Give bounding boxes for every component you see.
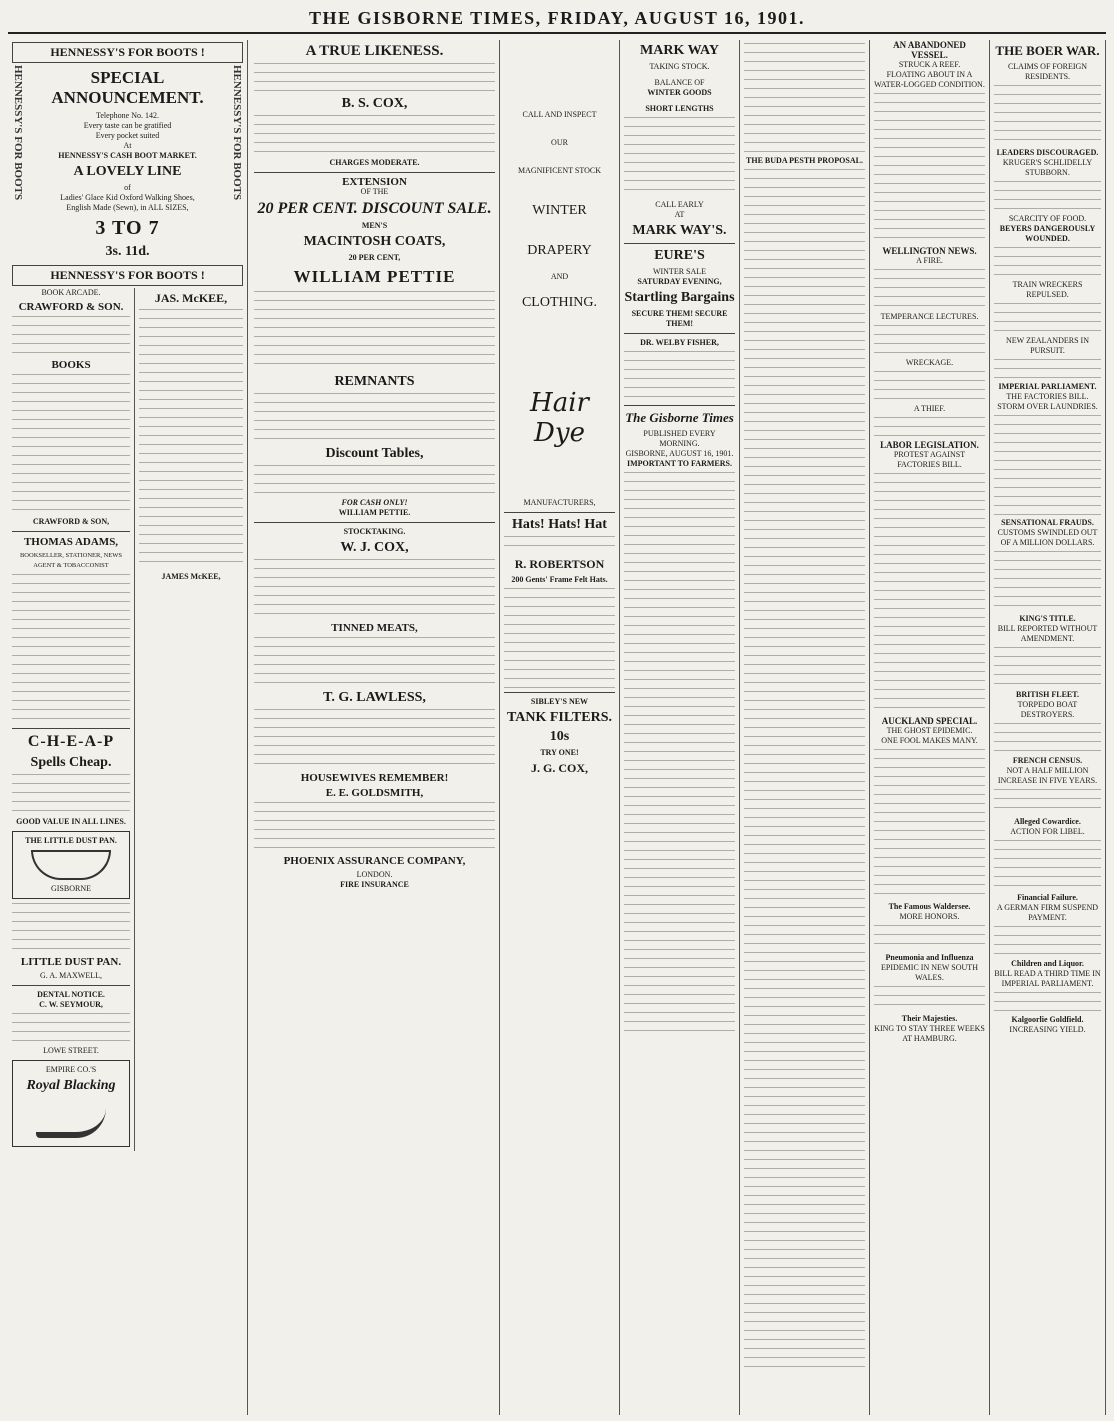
cash-only: FOR CASH ONLY! <box>341 498 408 507</box>
dr-text <box>624 351 735 401</box>
likeness-text <box>254 63 495 93</box>
of-the-label: OF THE <box>360 187 389 196</box>
tinned-meats: TINNED MEATS, <box>331 622 418 634</box>
drapery-label: DRAPERY <box>527 243 592 258</box>
seymour: C. W. SEYMOUR, <box>39 1000 103 1009</box>
kruger: KRUGER'S SCHLIDELLY STUBBORN. <box>1002 158 1093 177</box>
dr-welby: DR. WELBY FISHER, <box>640 338 719 347</box>
fleet-text <box>994 723 1101 753</box>
side-banner-right: HENNESSY'S FOR BOOTS <box>231 65 243 201</box>
beyers-wounded: BEYERS DANGEROUSLY WOUNDED. <box>999 224 1096 243</box>
sensational-frauds: SENSATIONAL FRAUDS. <box>1001 518 1094 527</box>
financial-failure: Financial Failure. <box>1017 893 1078 902</box>
buda-pesth: THE BUDA PESTH PROPOSAL. <box>746 156 863 165</box>
charges-moderate: CHARGES MODERATE. <box>329 158 420 167</box>
gisborne-times: The Gisborne Times <box>625 410 734 425</box>
dust-pan-sign: LITTLE DUST PAN. <box>20 956 122 968</box>
robertson-text <box>504 588 615 688</box>
english-desc: English Made (Sewn), in ALL SIZES, <box>66 203 189 212</box>
housewives-remember: HOUSEWIVES REMEMBER! <box>300 772 449 784</box>
secure-them: SECURE THEM! SECURE THEM! <box>631 309 728 328</box>
protest-factories: PROTEST AGAINST FACTORIES BILL. <box>893 450 966 469</box>
column-4b <box>740 40 870 1415</box>
adams-sub: BOOKSELLER, STATIONER, NEWS AGENT & TOBACCONIST <box>19 552 123 569</box>
dust-pan-title: THE LITTLE DUST PAN. <box>25 836 117 845</box>
at-markway: AT <box>674 210 685 219</box>
true-likeness: A TRUE LIKENESS. <box>305 43 444 59</box>
increasing-yield: INCREASING YIELD. <box>1009 1025 1086 1034</box>
one-fool: ONE FOOL MAKES MANY. <box>881 736 978 745</box>
libel-text <box>994 840 1101 890</box>
goldsmith-text <box>254 802 495 852</box>
discount-tables: Discount Tables, <box>325 446 424 461</box>
cheap-heading: C-H-E-A-P <box>27 733 115 750</box>
newspaper-title: THE GISBORNE TIMES, FRIDAY, AUGUST 16, 1901. <box>308 8 806 28</box>
remnants-text <box>254 393 495 443</box>
action-libel: ACTION FOR LIBEL. <box>1010 827 1085 836</box>
maxwell: G. A. MAXWELL, <box>40 971 102 980</box>
dust-pan-icon <box>31 850 111 880</box>
hats-sub: 200 Gents' Frame Felt Hats. <box>511 575 608 584</box>
call-early: CALL EARLY <box>655 200 704 209</box>
dental-notice: DENTAL NOTICE. <box>37 990 105 999</box>
column-4 <box>620 40 740 1415</box>
beyers-text <box>994 247 1101 277</box>
masthead <box>8 6 1106 34</box>
bs-cox: B. S. COX, <box>341 96 408 111</box>
jg-cox: J. G. COX, <box>531 761 588 775</box>
buda-text <box>744 169 865 1369</box>
startling-bargains: Startling Bargains <box>624 290 735 305</box>
spells-cheap: Spells Cheap. <box>30 755 112 770</box>
our-label: OUR <box>551 138 568 147</box>
epidemic-nsw: EPIDEMIC IN NEW SOUTH WALES. <box>881 963 978 982</box>
struck-reef: STRUCK A REEF. <box>898 60 961 69</box>
tinned-text <box>254 637 495 687</box>
lowe-street: LOWE STREET. <box>43 1046 99 1055</box>
stocktaking: STOCKTAKING. <box>343 527 406 536</box>
adams-heading: THOMAS ADAMS, <box>23 536 119 548</box>
tg-lawless: T. G. LAWLESS, <box>323 690 426 705</box>
dust-pan-text <box>12 903 130 953</box>
hats-text <box>504 536 615 554</box>
wj-cox: W. J. COX, <box>340 540 409 555</box>
storm-laundries: STORM OVER LAUNDRIES. <box>997 402 1098 411</box>
phoenix-assurance: PHOENIX ASSURANCE COMPANY, <box>283 855 466 867</box>
call-inspect: CALL AND INSPECT <box>522 110 597 119</box>
lovely-line: A LOVELY LINE <box>73 164 182 179</box>
crawford-text <box>12 316 130 356</box>
kruger-text <box>994 181 1101 211</box>
children-text <box>994 992 1101 1012</box>
remnants-heading: REMNANTS <box>334 374 415 389</box>
royal-blacking: Royal Blacking <box>26 1078 116 1093</box>
children-liquor: Children and Liquor. <box>1011 959 1084 968</box>
wjcox-text <box>254 559 495 619</box>
column-2 <box>250 40 500 1415</box>
boer-war: THE BOER WAR. <box>995 43 1100 58</box>
a-fire: A FIRE. <box>916 256 943 265</box>
kings-text <box>994 647 1101 687</box>
wellington-news: WELLINGTON NEWS. <box>882 246 977 256</box>
column-1 <box>8 40 248 1415</box>
discount-sale: 20 PER CENT. DISCOUNT SALE. <box>257 200 492 217</box>
thief-text <box>874 417 985 437</box>
r-robertson: R. ROBERTSON <box>514 557 605 571</box>
short-lengths: SHORT LENGTHS <box>645 104 714 113</box>
discount-text <box>254 465 495 495</box>
bill-third: BILL READ A THIRD TIME IN IMPERIAL PARLIAMENT. <box>994 969 1101 988</box>
arcade-label: BOOK ARCADE. <box>41 288 101 297</box>
winter-sale: WINTER SALE <box>652 267 707 276</box>
mckee-text <box>139 309 243 569</box>
torpedo-boats: TORPEDO BOAT DESTROYERS. <box>1017 700 1078 719</box>
cox-text <box>254 115 495 155</box>
books-heading: BOOKS <box>51 359 91 371</box>
customs-swindled: CUSTOMS SWINDLED OUT OF A MILLION DOLLARS. <box>997 528 1098 547</box>
german-text <box>994 926 1101 956</box>
pettie-text <box>254 291 495 371</box>
king-hamburg: KING TO STAY THREE WEEKS AT HAMBURG. <box>874 1024 985 1043</box>
frauds-text <box>994 551 1101 611</box>
dust-pan-town: GISBORNE <box>50 884 91 893</box>
shop-name: HENNESSY'S CASH BOOT MARKET. <box>58 151 197 160</box>
special-announcement: SPECIAL ANNOUNCEMENT. <box>51 68 204 107</box>
train-text <box>994 303 1101 333</box>
hair-dye: Hair Dye <box>530 388 589 448</box>
pneumonia-text <box>874 986 985 1011</box>
column-6 <box>990 40 1106 1415</box>
clothing-label: CLOTHING. <box>521 295 598 310</box>
and-label: AND <box>550 272 569 281</box>
sibleys-new: SIBLEY'S NEW <box>530 697 589 706</box>
price: 3s. 11d. <box>105 244 150 259</box>
fire-insurance: FIRE INSURANCE <box>340 880 409 889</box>
banner-top: HENNESSY'S FOR BOOTS ! <box>12 42 243 63</box>
alleged-cowardice: Alleged Cowardice. <box>1014 817 1081 826</box>
important-farmers: IMPORTANT TO FARMERS. <box>627 459 732 468</box>
adams-text <box>12 574 130 724</box>
scarcity-food: SCARCITY OF FOOD. <box>1008 214 1087 223</box>
imperial-parliament: IMPERIAL PARLIAMENT. <box>998 382 1097 391</box>
of-label: of <box>124 183 131 192</box>
magnificent-stock: MAGNIFICENT STOCK <box>517 166 602 175</box>
saturday-evening: SATURDAY EVENING, <box>637 277 722 286</box>
twenty-percent: 20 PER CENT, <box>348 253 401 262</box>
tagline-2: Every pocket suited <box>95 131 160 140</box>
nz-pursuit: NEW ZEALANDERS IN PURSUIT. <box>1006 336 1089 355</box>
temperance-text <box>874 325 985 355</box>
labor-text <box>874 473 985 713</box>
telephone: Telephone No. 142. <box>96 111 159 120</box>
ghost-epidemic: THE GHOST EPIDEMIC. <box>886 726 973 735</box>
claims-foreign: CLAIMS OF FOREIGN RESIDENTS. <box>1007 62 1088 81</box>
lawless-text <box>254 709 495 769</box>
fire-text <box>874 269 985 309</box>
william-pettie: WILLIAM PETTIE <box>293 267 456 286</box>
mark-ways: MARK WAY'S. <box>632 223 727 238</box>
winter-goods: WINTER GOODS <box>647 88 712 97</box>
markway-text <box>624 117 735 197</box>
factories-text <box>994 415 1101 515</box>
taking-stock: TAKING STOCK. <box>649 62 710 71</box>
kings-title: KING'S TITLE. <box>1019 614 1076 623</box>
waldersee-text <box>874 925 985 950</box>
goldsmith: E. E. GOLDSMITH, <box>325 787 424 799</box>
editorial-text <box>624 472 735 1032</box>
side-banner-left: HENNESSY'S FOR BOOTS <box>12 65 24 201</box>
macintosh-coats: MACINTOSH COATS, <box>303 234 446 249</box>
shoes-desc: Ladies' Glace Kid Oxford Walking Shoes, <box>60 193 195 202</box>
train-wreckers: TRAIN WRECKERS REPULSED. <box>1012 280 1083 299</box>
winter-label: WINTER <box>532 203 587 218</box>
temperance: TEMPERANCE LECTURES. <box>880 312 979 321</box>
editorial-continued <box>744 43 865 153</box>
cheap-text <box>12 774 130 814</box>
more-honors: MORE HONORS. <box>899 912 960 921</box>
thief: A THIEF. <box>913 404 946 413</box>
dental-text <box>12 1013 130 1043</box>
boot-icon <box>36 1098 106 1138</box>
labor-legislation: LABOR LEGISLATION. <box>880 440 979 450</box>
column-3 <box>500 40 620 1415</box>
abandoned-vessel: AN ABANDONED VESSEL. <box>893 40 966 60</box>
british-fleet: BRITISH FLEET. <box>1016 690 1079 699</box>
french-census: FRENCH CENSUS. <box>1012 756 1083 765</box>
pneumonia: Pneumonia and Influenza <box>885 953 974 962</box>
auckland-special: AUCKLAND SPECIAL. <box>881 716 978 726</box>
census-text <box>994 789 1101 814</box>
their-majesties: Their Majesties. <box>901 1014 958 1023</box>
published-morning: PUBLISHED EVERY MORNING. <box>643 429 716 448</box>
pettie-sign: WILLIAM PETTIE. <box>338 508 411 517</box>
crawford-heading: CRAWFORD & SON. <box>18 301 124 313</box>
ghost-text <box>874 749 985 899</box>
waldersee: The Famous Waldersee. <box>888 902 971 911</box>
leaders-discouraged: LEADERS DISCOURAGED. <box>996 148 1099 157</box>
tank-filters: TANK FILTERS. <box>506 710 613 725</box>
good-value: GOOD VALUE IN ALL LINES. <box>16 817 126 826</box>
not-half-million: NOT A HALF MILLION INCREASE IN FIVE YEARS. <box>997 766 1098 785</box>
mckee-heading: JAS. McKEE, <box>154 291 228 305</box>
at-label: At <box>123 141 132 150</box>
balance-of: BALANCE OF <box>654 78 705 87</box>
ten-shillings: 10s <box>549 729 570 744</box>
wreckage: WRECKAGE. <box>905 358 954 367</box>
extension-label: EXTENSION <box>342 176 407 188</box>
kalgoorlie: Kalgoorlie Goldfield. <box>1011 1015 1084 1024</box>
nz-text <box>994 359 1101 379</box>
banner-bottom: HENNESSY'S FOR BOOTS ! <box>12 265 243 286</box>
mckee-sign: JAMES McKEE, <box>161 572 221 581</box>
sizes: 3 TO 7 <box>95 217 160 239</box>
crawford-sign: CRAWFORD & SON, <box>32 517 110 526</box>
column-5 <box>870 40 990 1415</box>
mens-label: MEN'S <box>361 221 388 230</box>
floating: FLOATING ABOUT IN A WATER-LOGGED CONDITION. <box>874 70 985 89</box>
german-firm: A GERMAN FIRM SUSPEND PAYMENT. <box>996 903 1099 922</box>
vessel-text <box>874 93 985 243</box>
boer-text <box>994 85 1101 145</box>
mark-way: MARK WAY <box>640 43 719 58</box>
eures: EURE'S <box>654 248 705 263</box>
manufacturers: MANUFACTURERS, <box>523 498 596 507</box>
books-text <box>12 374 130 514</box>
london-label: LONDON. <box>356 870 393 879</box>
factories-bill: THE FACTORIES BILL. <box>1006 392 1089 401</box>
bill-reported: BILL REPORTED WITHOUT AMENDMENT. <box>997 624 1098 643</box>
paper-date: GISBORNE, AUGUST 16, 1901. <box>625 449 734 458</box>
wreckage-text <box>874 371 985 401</box>
hats-hats: Hats! Hats! Hat <box>512 517 607 532</box>
try-one: TRY ONE! <box>540 748 579 757</box>
tagline-1: Every taste can be gratified <box>83 121 172 130</box>
empire-co: EMPIRE CO.'S <box>45 1065 97 1074</box>
